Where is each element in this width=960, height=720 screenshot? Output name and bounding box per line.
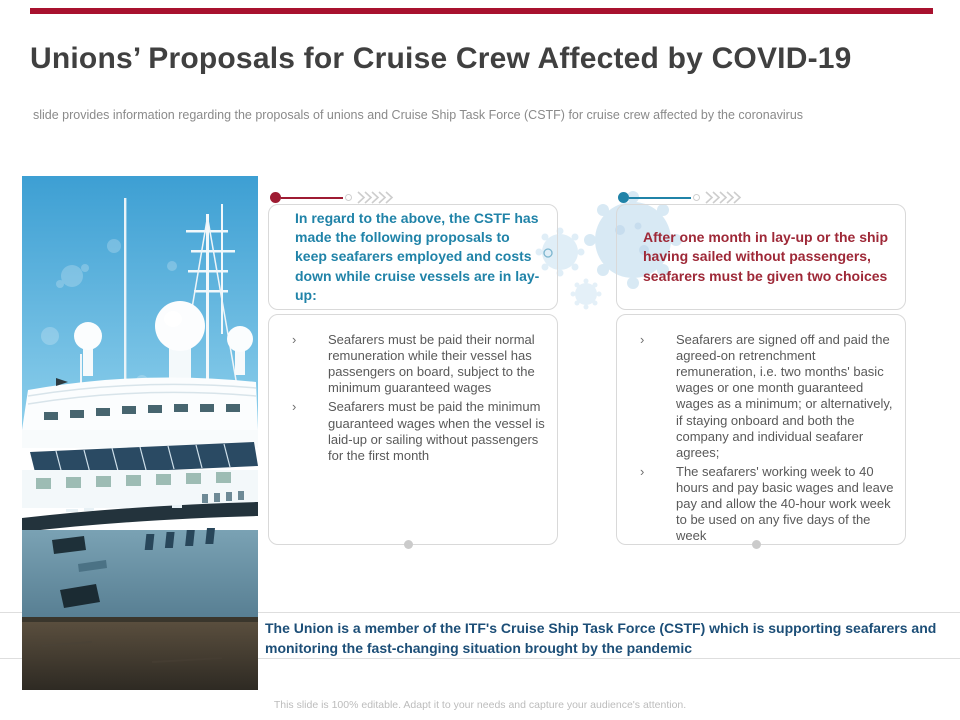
chevrons-icon [356,191,394,204]
cruise-ship-photo [22,176,258,690]
connector-ring-icon [693,194,700,201]
slide-subtitle: slide provides information regarding the proposals of unions and Cruise Ship Task Force (CSTF) for cruise crew affected by the coronavirus [33,108,804,122]
connector-right [618,191,742,204]
body-card-right [616,314,906,545]
virus-icon [571,279,602,310]
bullet-marker-icon: › [292,332,297,347]
bullet-marker-icon: › [640,332,645,347]
bullet-text: Seafarers must be paid their normal remuneration while their vessel has passengers on board, subject to the minimum guaranteed wages [328,332,535,396]
cruise-ship-image [22,176,258,690]
bullet-item [637,332,895,461]
bullet-marker-icon: › [640,463,645,479]
heading-card-left [268,204,558,310]
connector-line [281,197,343,199]
bullet-item [289,399,547,463]
connector-dot-icon [270,192,281,203]
heading-text-left: In regard to the above, the CSTF has made the following proposals to keep seafarers employed and costs down while cruise vessels are in lay-up: [295,209,540,303]
bullet-marker-icon: › [292,399,297,415]
connector-left [270,191,394,204]
card-end-dot-icon [752,540,761,549]
bullet-item [637,464,895,545]
heading-text-right: After one month in lay-up or the ship having sailed without passengers, seafarers must be given two choices [643,229,888,284]
card-end-dot-icon [404,540,413,549]
connector-ring-icon [345,194,352,201]
top-accent-bar [30,8,933,14]
slide-title: Unions’ Proposals for Cruise Crew Affected by COVID-19 [30,42,852,75]
connector-dot-icon [618,192,629,203]
connector-line [629,197,691,199]
bullet-text: Seafarers must be paid the minimum guaranteed wages when the vessel is laid-up or sailing without passengers for the first month [328,399,545,463]
bullet-text: Seafarers are signed off and paid the agreed-on retrenchment remuneration, i.e. two months' basic wages or one month guaranteed wages as a minimum; or alternatively, if staying onboard and both the company and individual seafarer agrees; [676,332,893,460]
bullet-text: The seafarers' working week to 40 hours and pay basic wages and leave pay and allow the 40-hour work week to be used on any five days of the week [676,463,894,544]
footer-note: This slide is 100% editable. Adapt it to your needs and capture your audience's attention. [273,699,687,711]
bullet-item [289,332,547,396]
heading-card-right [616,204,906,310]
body-card-left [268,314,558,545]
statement-text: The Union is a member of the ITF's Cruise Ship Task Force (CSTF) which is supporting seafarers and monitoring the fast-changing situation brought by the pandemic [265,620,937,656]
chevrons-icon [704,191,742,204]
